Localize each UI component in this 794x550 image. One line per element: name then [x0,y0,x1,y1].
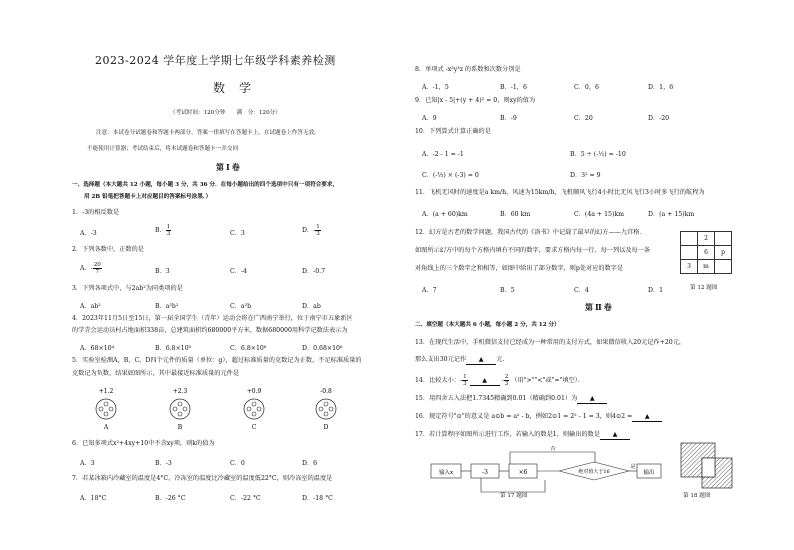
q2-option-b: B．3 [155,268,170,275]
q10-option-a: A．-2 - 1 = -1 [422,151,464,158]
q8-option-a: A．-1，5 [422,84,449,91]
q1-option-c: C．3 [230,230,245,237]
q12-cell: 6 [698,246,715,260]
flow-no-label: 否 [550,446,556,452]
part1-label: 第Ⅰ卷 [216,162,242,172]
q12-option-d: D．1 [648,287,664,294]
flow-yes-label: 是 [630,464,636,470]
q5-caption-b: B [177,424,183,431]
q5-caption-c: C [251,424,257,431]
q6-option-c: C．0 [230,460,245,467]
q18-overlap-region [702,458,715,477]
q12-option-b: B．5 [500,287,515,294]
q17-flowchart [425,446,665,496]
q4-option-c: C．6.8×10⁶ [230,345,267,352]
q9-stem: 9．已知|x - 5|+(y + 4)² = 0，则xy的值为 [415,97,536,104]
q13-line-2: 那么支出30元记作 ▲ 元． [415,356,509,363]
q1-stem: 1．-3的相反数是 [72,209,120,216]
loop-return-line [481,478,545,492]
q14-line: 14．比较大小：- $\frac{1}{3}$ ▲ - $\frac{2}{3}$ （用">""<"或"="填空）． [415,374,585,387]
q5-label-d: -0.8 [320,388,332,395]
q18-caption: 第 18 题图 [683,493,711,499]
q7-option-d: D．-18 °C [302,495,333,502]
q12-cell: 2 [698,232,715,246]
q8-option-d: D．1，6 [648,84,674,91]
q6-stem: 6．已知多项式x²+4xy+10中不含xy项，则k的值为 [72,440,215,447]
q11-option-a: A．(a + 60)km [422,211,468,218]
q3-option-b: B．a²b² [155,303,179,310]
q12-cell: 3 [681,260,698,274]
q9-option-b: B．-9 [500,115,517,122]
q7-option-a: A．18°C [80,495,107,502]
q1-option-a: A．-3 [80,230,97,237]
flow-output-label: 输出 [643,470,655,476]
q5-component-a [96,388,116,431]
q12-option-c: C．4 [574,287,589,294]
q13-answer-blank: ▲ [466,356,496,365]
q1-option-b: B． $\frac{1}{3}$ [155,224,171,237]
q11-option-b: B．60 km [500,211,531,218]
q13-line-1: 13．在现代生活中，手机微信支付已经成为一种常用的支付方式，如果微信收入20元记作+20元， [415,339,686,346]
q12-cell [715,232,732,246]
q12-cell: p [715,246,732,260]
q15-answer-blank: ▲ [577,395,607,404]
q3-option-c: C．a²b [230,303,252,310]
section-2-heading: 二、填空题（本大题共 6 小题，每小题 2 分，共 12 分） [415,322,560,328]
q2-option-c: C．-4 [230,268,247,275]
q16-answer-blank: ▲ [632,413,662,422]
q5-stem-1: 5．实验室检测A，B，C，D四个元件的质量（单位：g），超过标准质量的克数记为正数，不足标准质量的 [72,357,362,364]
flow-times6-label: ×6 [518,469,528,476]
q9-option-c: C．20 [574,115,593,122]
q6-option-b: B．-3 [155,460,172,467]
q5-stem-2: 克数记为负数，结果如图所示，其中最接近标准质量的元件是 [72,370,240,377]
q17-line: 17．若计算程序如图所示进行工作，若输入的数是1，则输出的数是 ▲ [415,431,630,440]
q7-stem: 7．若某冰箱内冷藏室的温度是4°C，冷冻室的温度比冷藏室的温度低22°C，则冷冻室的温度是 [72,475,333,482]
part2-label: 第Ⅱ卷 [585,302,614,312]
q12-cell [681,232,698,246]
q17-answer-blank: ▲ [600,431,630,440]
q6-option-a: A．3 [80,460,95,467]
q11-option-c: C．(4a + 15)km [574,211,624,218]
q8-option-b: B．-1，6 [500,84,527,91]
q17-caption: 第 17 题图 [500,493,528,499]
q5-label-c: +0.9 [246,388,262,395]
q12-cell: m [698,260,715,274]
q11-stem: 11．飞机无风时的速度是a km/h，风速为15km/h，飞机顺风飞行4小时比无风飞行3小时多飞行的航程为 [415,189,705,196]
flow-input-label: 输入x [438,470,454,476]
q11-option-d: D．(a + 15)km [648,211,695,218]
q12-caption: 第 12 题图 [690,285,718,291]
q2-option-d: D．-0.7 [302,268,326,275]
q4-option-b: B．6.8×10⁵ [155,345,192,352]
q5-caption-d: D [323,424,329,431]
q3-stem: 3．下列各项式中，与2ab²为同类项的是 [72,285,183,292]
q10-option-c: C．(-⅓) × (-3) = 0 [422,172,479,179]
q8-stem: 8．单项式 -x²y³z 的系数和次数分别是 [415,66,521,73]
subject-title: 数学 [213,81,266,95]
q8-option-c: C．0，6 [574,84,599,91]
section-1-heading-2: 用 2B 铅笔把答题卡上对应题目的答案标号涂黑．） [84,194,212,200]
q1-option-d: D．- $\frac{1}{3}$ [302,224,320,237]
q5-component-b [170,388,190,431]
q5-component-figures [80,385,370,433]
q7-option-c: C．-22 °C [230,495,261,502]
q4-option-a: A．68×10⁴ [80,345,115,352]
q2-stem: 2．下列各数中，正数的是 [72,246,144,253]
q2-option-a: A．- $\frac{20}{7}$ [80,262,101,275]
q3-option-d: D．ab [302,303,321,310]
q5-caption-a: A [103,424,109,431]
q9-option-a: A．9 [422,115,437,122]
flow-decision-label: 绝对值大于16 [578,469,610,475]
q6-option-d: D．6 [302,460,318,467]
page-title: 2023-2024 学年度上学期七年级学科素养检测 [95,54,336,67]
section-1-heading: 一、选择题（本大题共 12 小题，每小题 3 分，共 36 分．在每小题给出的四个选项中只有一项符合要求， [72,182,339,188]
q4-stem-2: 的学青会运动员村占地面积338亩，总建筑面积约680000平方米，数据680000用科学记数法表示为 [72,327,348,334]
q10-option-d: D．3² = 9 [570,172,601,179]
q15-line: 15．用四舍五入法把1.7345精确到0.01（精确到0.01）为 ▲ [415,395,607,404]
q14-answer-blank: ▲ [470,377,500,386]
q12-stem-2: 如图所示幻方中的每个方格内填有不同的数字，要求方格内每一行、每一列以及每一条 [415,247,651,254]
q12-stem-3: 对角线上的三个数字之和相等，如图中给出了部分数字，则p处对应的数字是 [415,265,624,272]
q5-component-d [316,388,336,431]
q12-magic-square [680,231,732,274]
exam-info: （考试时间：120分钟 满 分：120分） [170,110,281,116]
q9-option-d: D．-20 [648,115,670,122]
q12-cell [715,260,732,274]
flow-minus3-label: -3 [482,469,488,476]
q16-line: 16．规定符号"⊙"的意义是 a⊙b = a² - b，例如2⊙1 = 2² - 1 = 3，则4⊙2 = ▲ [415,413,662,422]
q4-option-d: D．0.68×10⁶ [302,345,343,352]
q5-label-a: +1.2 [98,388,114,395]
q12-option-a: A．7 [422,287,437,294]
q7-option-b: B．-26 °C [155,495,186,502]
q5-label-b: +2.3 [172,388,188,395]
notice-line-1: 注意：本试卷分试题卷和答题卡两部分，答案一律填写在答题卡上，在试题卷上作答无效。 [96,130,320,136]
q10-option-b: B．5 ÷ (-½) = -10 [570,151,626,158]
q4-stem-1: 4．2023年11月5日至15日，第一届全国学生（青年）运动会将在广西南宁举行，位于南宁市五象新区 [72,315,353,322]
q12-stem-1: 12．幻方是古老的数学问题，我国古代的《洛书》中记载了最早的幻方——九宫格． [415,229,646,236]
q12-cell [681,246,698,260]
q18-figure [678,440,738,494]
q5-component-c [244,388,264,431]
q10-stem: 10．下列算式计算正确的是 [415,128,491,135]
notice-line-2: 不能使用计算器；考试结束后，将本试题卷和答题卡一并交回 [87,146,239,152]
q3-option-a: A．ab² [80,303,101,310]
